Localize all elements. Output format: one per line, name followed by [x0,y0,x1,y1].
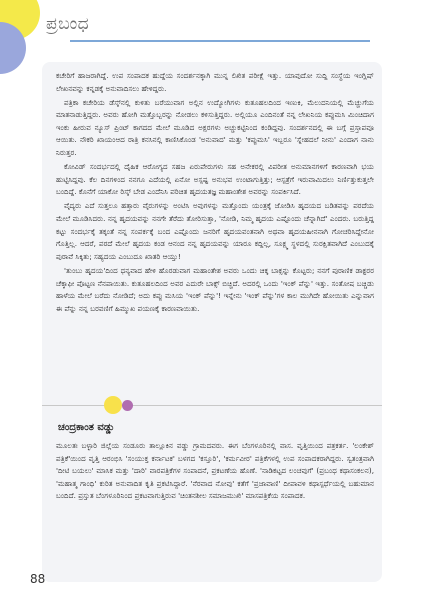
header-divider [70,40,370,42]
essay-paragraph: ಕೋವಿಡ್ ಸಂದರ್ಭದಲ್ಲಿ ದೈಹಿಕ ಆರೋಗ್ಯದ ಸಹಜ ಏರುಪೇರುಗಳು ಸಹ ಅನೇಕರಲ್ಲಿ ವಿಪರೀತ ಅನುಮಾನಗಳಿಗೆ ಕಾರಣವಾಗಿ ಭಯ ಹುಟ್ಟಿಸಿದ್ದವು. ಕೆಲ ದಿನಗಳಿಂದ ನನಗೂ ಎದೆಯಲ್ಲಿ ಏನೋ ಅಸ್ಪಷ್ಟ ಅನುಭವ ಉಂಟಾಗುತ್ತಿತ್ತು; ಆಸ್ಪತ್ರೆಗೆ ಇರುವಾಮಿದಲು ನಿರ್ಣಿತ್ತುಕುತ್ತಲೇ ಬಂದಿದ್ದೆ. ಕೊನೆಗೆ ಯಾಕೋ ರಿಸ್ಕ್ ಬೇಡ ಎಂದೆನಿಸಿ ಪರಿಚಿತ ಹೃದಯತಜ್ಞ ಮಹಾಂತೇಶ ಅವರನ್ನು ಸಂಪರ್ಕಿಸಿದೆ. [56,162,374,197]
author-bio: ಮೂಲತಃ ಬಳ್ಳಾರಿ ಜಿಲ್ಲೆಯ ಸಂಡೂರು ತಾಲ್ಲೂಕಿನ ವಡ್ಡು ಗ್ರಾಮದವರು. ಈಗ ಬೆಂಗಳೂರಿನಲ್ಲಿ ವಾಸ. ವೃತ್ತಿಯಿಂದ ಪತ್ರಕರ್ತ. 'ಲಂಕೇಶ್ ಪತ್ರಿಕೆ'ಯಿಂದ ವೃತ್ತಿ ಆರಂಭಿಸಿ 'ಸಂಯುಕ್ತ ಕರ್ನಾಟಕ' ಬಳಗದ 'ಕಸ್ತೂರಿ', 'ಕರ್ಮವೀರ' ಪತ್ರಿಕೆಗಳಲ್ಲಿ ಉಪ ಸಂಪಾದಕರಾಗಿದ್ದರು. ಸ್ವತಂತ್ರವಾಗಿ 'ದೀಟಿ ಬಯಲು' ಮಾಸಿಕ ಮತ್ತು 'ದಾರಿ' ವಾರಪತ್ರಿಕೆಗಳ ಸಂಪಾದನೆ, ಪ್ರಕಟಣೆಯ ಹೊಣೆ. 'ನಾಡಿಕಟ್ಟದ ಲಂಚವುಗೆ' (ಪ್ರಬಂಧ ಕಥಾಸಂಕಲನ), 'ಮಹಾತ್ಮ ಗಾಂಧಿ' ಕುರಿತ ಅನುವಾದಿತ ಕೃತಿ ಪ್ರಕಟಿಸಿದ್ದಾರೆ. 'ನೆರವಾದ ನೋವು' ಕತೆಗೆ 'ಪ್ರಜಾವಾಣಿ' ದೀಪಾವಳಿ ಕಥಾಸ್ಪರ್ಧೆಯಲ್ಲಿ ಬಹುಮಾನ ಬಂದಿದೆ. ಪ್ರಸ್ತುತ ಬೆಂಗಳೂರಿನಿಂದ ಪ್ರಕಟವಾಗುತ್ತಿರುವ 'ಚಿಂತನಶೀಲ ಸಮಾಜಮುಖಿ' ಮಾಸಪತ್ರಿಕೆಯ ಸಂಪಾದಕ. [56,441,374,501]
section-title: ಪ್ರಬಂಧ [46,14,90,34]
decorative-yellow-dot [104,396,122,414]
essay-paragraph: ಕಚೇರಿಗೆ ಹಾಜರಾಗಿದ್ದೆ. ಉಪ ಸಂಪಾದಕ ಹುದ್ದೆಯ ಸಂದರ್ಶನಕ್ಕಾಗಿ ಮುನ್ನ ಲಿಖಿತ ಪರೀಕ್ಷೆ ಇತ್ತು. ಯಾವುದೋ ಸುದ್ದಿ ಸಂಸ್ಥೆಯ ಇಂಗ್ಲಿಷ್ ಲೇಖನವನ್ನು ಕನ್ನಡಕ್ಕೆ ಅನುವಾದಿಸಲು ಹೇಳಿದ್ದರು. [56,71,374,93]
section-divider [42,405,382,406]
decorative-purple-dot [122,400,133,411]
essay-paragraph: ಪತ್ರಿಕಾ ಕಚೇರಿಯ ಡೆಸ್ಕ್‌ನಲ್ಲಿ ಕುಳಿತು ಬರೆಯುವಾಗ ಅಲ್ಲಿನ ಉದ್ಯೋಗಿಗಳು ಕುತೂಹಲದಿಂದ ಇಣುಕಿ, ಮೆಲುದನಿಯಲ್ಲಿ ಮೆಚ್ಚುಗೆಯ ಮಾತನಾಡುತ್ತಿದ್ದರು. ಅವರು ಹೋಗಿ ಮತ್ತೊಬ್ಬರನ್ನು ನೋಡಲು ಕಳಿಸುತ್ತಿದ್ದರು. ಅಲ್ಲಿಯೂ ಎಂದಿನಂತೆ ನನ್ನ ಲೇಖನಿಯ ಕಪ್ಪುಮಸಿ ಮಿಂಚಿದಾಗ ಇಂಕು ಹೀರುವ ನ್ಯೂಸ್ ಪ್ರಿಂಟ್ ಕಾಗದದ ಮೇಲೆ ಮೂಡಿದ ಅಕ್ಷರಗಳು ಅಚ್ಚುಕಟ್ಟಿನಿಂದ ಕಂಡಿದ್ದವು. ಸಂದರ್ಶನದಲ್ಲಿ ಈ ಬಗ್ಗೆ ಪ್ರಸ್ತಾಪವೂ ಆಯಿತು. ನೌಕರಿ ಖಾಯಂಆದ ರಾತ್ರಿ ಕನಸಿನಲ್ಲಿ ಕಾಣಿಸಿಕೊಂಡ 'ಅನುವಾದ' ಮತ್ತು 'ಕಪ್ಪುಮಸಿ' ಇಬ್ಬರೂ 'ಸ್ನೇಹದಲೆ ನೀನು' ಎಂದಾಗ ನಾನು ನಿರುತ್ತರ. [56,97,374,158]
essay-paragraph: 'ತುಂಬು ಹೃದಯ'ದಿಂದ ಧನ್ಯವಾದ ಹೇಳಿ ಹೊರಡುವಾಗ ಮಹಾಂತೇಶ ಅವರು ಒಂದು ಚಿಕ್ಕ ಬಾಕ್ಸನ್ನು ಕೊಟ್ಟರು; ನನಗೆ ಪುರಾಣಿಕ ಡಾಕ್ಟರರ ಚೆಕ್ಕಾಫೀ ಪೊಟ್ಟಣ ನೆನಪಾಯಿತು. ಕುತೂಹಲದಿಂದ ಅವರ ಎದುರೇ ಬಾಕ್ಸ್ ಬಿಚ್ಚಿದೆ. ಅದರಲ್ಲಿ ಒಂದು 'ಇಂಕ್ ಪೆನ್ನು' ಇತ್ತು. ಸಂತೋಷ ಬಚ್ಚಿಡು ಹಾಳೆಯ ಮೇಲೆ ಬರೆದು ನೋಡಿದೆ; ಅದು ಕಪ್ಪು ಮಸಿಯ 'ಇಂಕ್ ಪೆನ್ನು'! ಇನ್ನೇನು 'ಇಂಕ್ ಪೆನ್ನು'ಗಳ ಕಾಲ ಮುಗಿದೇ ಹೋಯಿತು ಎನ್ನುವಾಗ ಈ ಪೆನ್ನು ನನ್ನ ಬರವಣಿಗೆ ಹಿಮ್ಮುಖ ಪಯಣಕ್ಕೆ ಕಾರಣವಾಯಿತು. [56,265,374,313]
essay-body [56,70,374,317]
page-number: 88 [30,572,46,586]
essay-paragraph: ವೈದ್ಯರು ಎದೆ ಸುತ್ತಲೂ ಹತ್ತಾರು ವೈರುಗಳನ್ನು ಅಂಟಿಸಿ ಅವುಗಳನ್ನು ಮತ್ತೊಂದು ಯಂತ್ರಕ್ಕೆ ಜೋಡಿಸಿ ಹೃದಯದ ಬಡಿತವನ್ನು ಪರದೆಯ ಮೇಲೆ ಮೂಡಿಸಿದರು. ನನ್ನ ಹೃದಯವನ್ನು ನನಗೇ ತೆರೆದು ತೋರಿಸುತ್ತಾ, 'ನೋಡಿ, ನಿಮ್ಮ ಹೃದಯ ಎಷ್ಟೊಂದು ಚೆನ್ನಾಗಿದೆ' ಎಂದರು. ಬರುತ್ತಿದ್ದ ಕಟ್ಟು ಸಂದರ್ಭಕ್ಕೆ ತಕ್ಕಂತೆ ನನ್ನ ಸಂಪರ್ಕಕ್ಕೆ ಬಂದ ಎಷ್ಟೊಂದು ಜನರಿಗೆ ಹೃದಯವಂತನಾಗಿ ಅಥವಾ ಹೃದಯಹೀನನಾಗಿ ಗೋಚರಿಸಿದ್ದೇನೋ ಗೊತ್ತಿಲ್ಲ. ಆದರೆ, ಪರದೆ ಮೇಲೆ ಹೃದಯ ಕಂಡ ಆನಂದ ನನ್ನ ಹೃದಯವನ್ನು ಯಾರೂ ಕದ್ದಿಲ್ಲ, ಸೂಕ್ಷ್ಮ ಸ್ಥಳದಲ್ಲಿ ಸುರಕ್ಷಿತವಾಗಿದೆ ಎಂಬುದಕ್ಕೆ ಪುರಾವೆ ಸಿಕ್ಕಿತು; ಸಹ್ಯದಯ ಎಂಬುದೂ ಖಾತರಿ ಆಯ್ತು! [56,201,374,261]
author-name: ಚಂದ್ರಕಾಂತ ವಡ್ಡು [58,422,115,433]
